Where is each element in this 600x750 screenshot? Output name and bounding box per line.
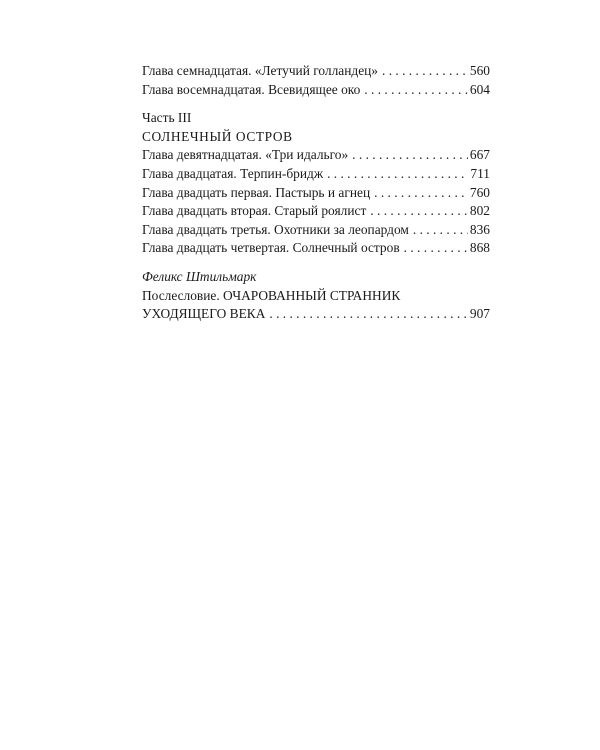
part-title: СОЛНЕЧНЫЙ ОСТРОВ bbox=[142, 128, 293, 144]
toc-entry-page: 836 bbox=[469, 221, 490, 237]
toc-entry-page: 907 bbox=[469, 306, 490, 322]
afterword-title-line-2: УХОДЯЩЕГО ВЕКА bbox=[142, 306, 266, 322]
toc-entry-title: Глава восемнадцатая. Всевидящее око bbox=[142, 81, 361, 97]
toc-entry-title: Глава двадцать третья. Охотники за леопардом bbox=[142, 221, 409, 237]
dot-leader bbox=[352, 146, 468, 165]
dot-leader bbox=[327, 165, 468, 184]
toc-entry-title: Глава двадцатая. Терпин-бридж bbox=[142, 165, 324, 181]
toc-entry-title: Глава девятнадцатая. «Три идальго» bbox=[142, 147, 349, 163]
toc-entry-chapter-21[interactable] bbox=[142, 184, 490, 203]
toc-entry-chapter-24[interactable] bbox=[142, 239, 490, 258]
toc-entry-chapter-23[interactable] bbox=[142, 221, 490, 240]
afterword-title-line-1[interactable]: Послесловие. ОЧАРОВАННЫЙ СТРАННИК bbox=[142, 287, 401, 303]
part-label: Часть III bbox=[142, 110, 192, 126]
toc-entry-title: Глава двадцать четвертая. Солнечный остров bbox=[142, 240, 400, 256]
dot-leader bbox=[404, 239, 468, 258]
dot-leader bbox=[364, 81, 468, 100]
toc-entry-chapter-17[interactable] bbox=[142, 62, 490, 81]
table-of-contents bbox=[142, 62, 490, 324]
toc-entry-chapter-19[interactable] bbox=[142, 146, 490, 165]
dot-leader bbox=[370, 202, 468, 221]
dot-leader bbox=[413, 221, 468, 240]
toc-entry-page: 802 bbox=[469, 203, 490, 219]
section-gap bbox=[142, 99, 490, 109]
dot-leader bbox=[269, 305, 468, 324]
toc-entry-chapter-18[interactable] bbox=[142, 81, 490, 100]
toc-entry-chapter-22[interactable] bbox=[142, 202, 490, 221]
dot-leader bbox=[374, 184, 468, 203]
toc-entry-afterword[interactable] bbox=[142, 305, 490, 324]
toc-entry-chapter-20[interactable] bbox=[142, 165, 490, 184]
toc-entry-page: 711 bbox=[470, 165, 490, 181]
dot-leader bbox=[382, 62, 468, 81]
toc-entry-page: 604 bbox=[469, 81, 490, 97]
toc-entry-page: 868 bbox=[469, 240, 490, 256]
toc-entry-title: Глава семнадцатая. «Летучий голландец» bbox=[142, 63, 379, 78]
toc-entry-page: 667 bbox=[469, 147, 490, 163]
afterword-author: Феликс Штильмарк bbox=[142, 268, 257, 284]
toc-entry-page: 560 bbox=[469, 63, 490, 78]
toc-entry-title: Глава двадцать вторая. Старый роялист bbox=[142, 203, 367, 219]
toc-entry-title: Глава двадцать первая. Пастырь и агнец bbox=[142, 184, 371, 200]
section-gap bbox=[142, 258, 490, 268]
toc-entry-page: 760 bbox=[469, 184, 490, 200]
